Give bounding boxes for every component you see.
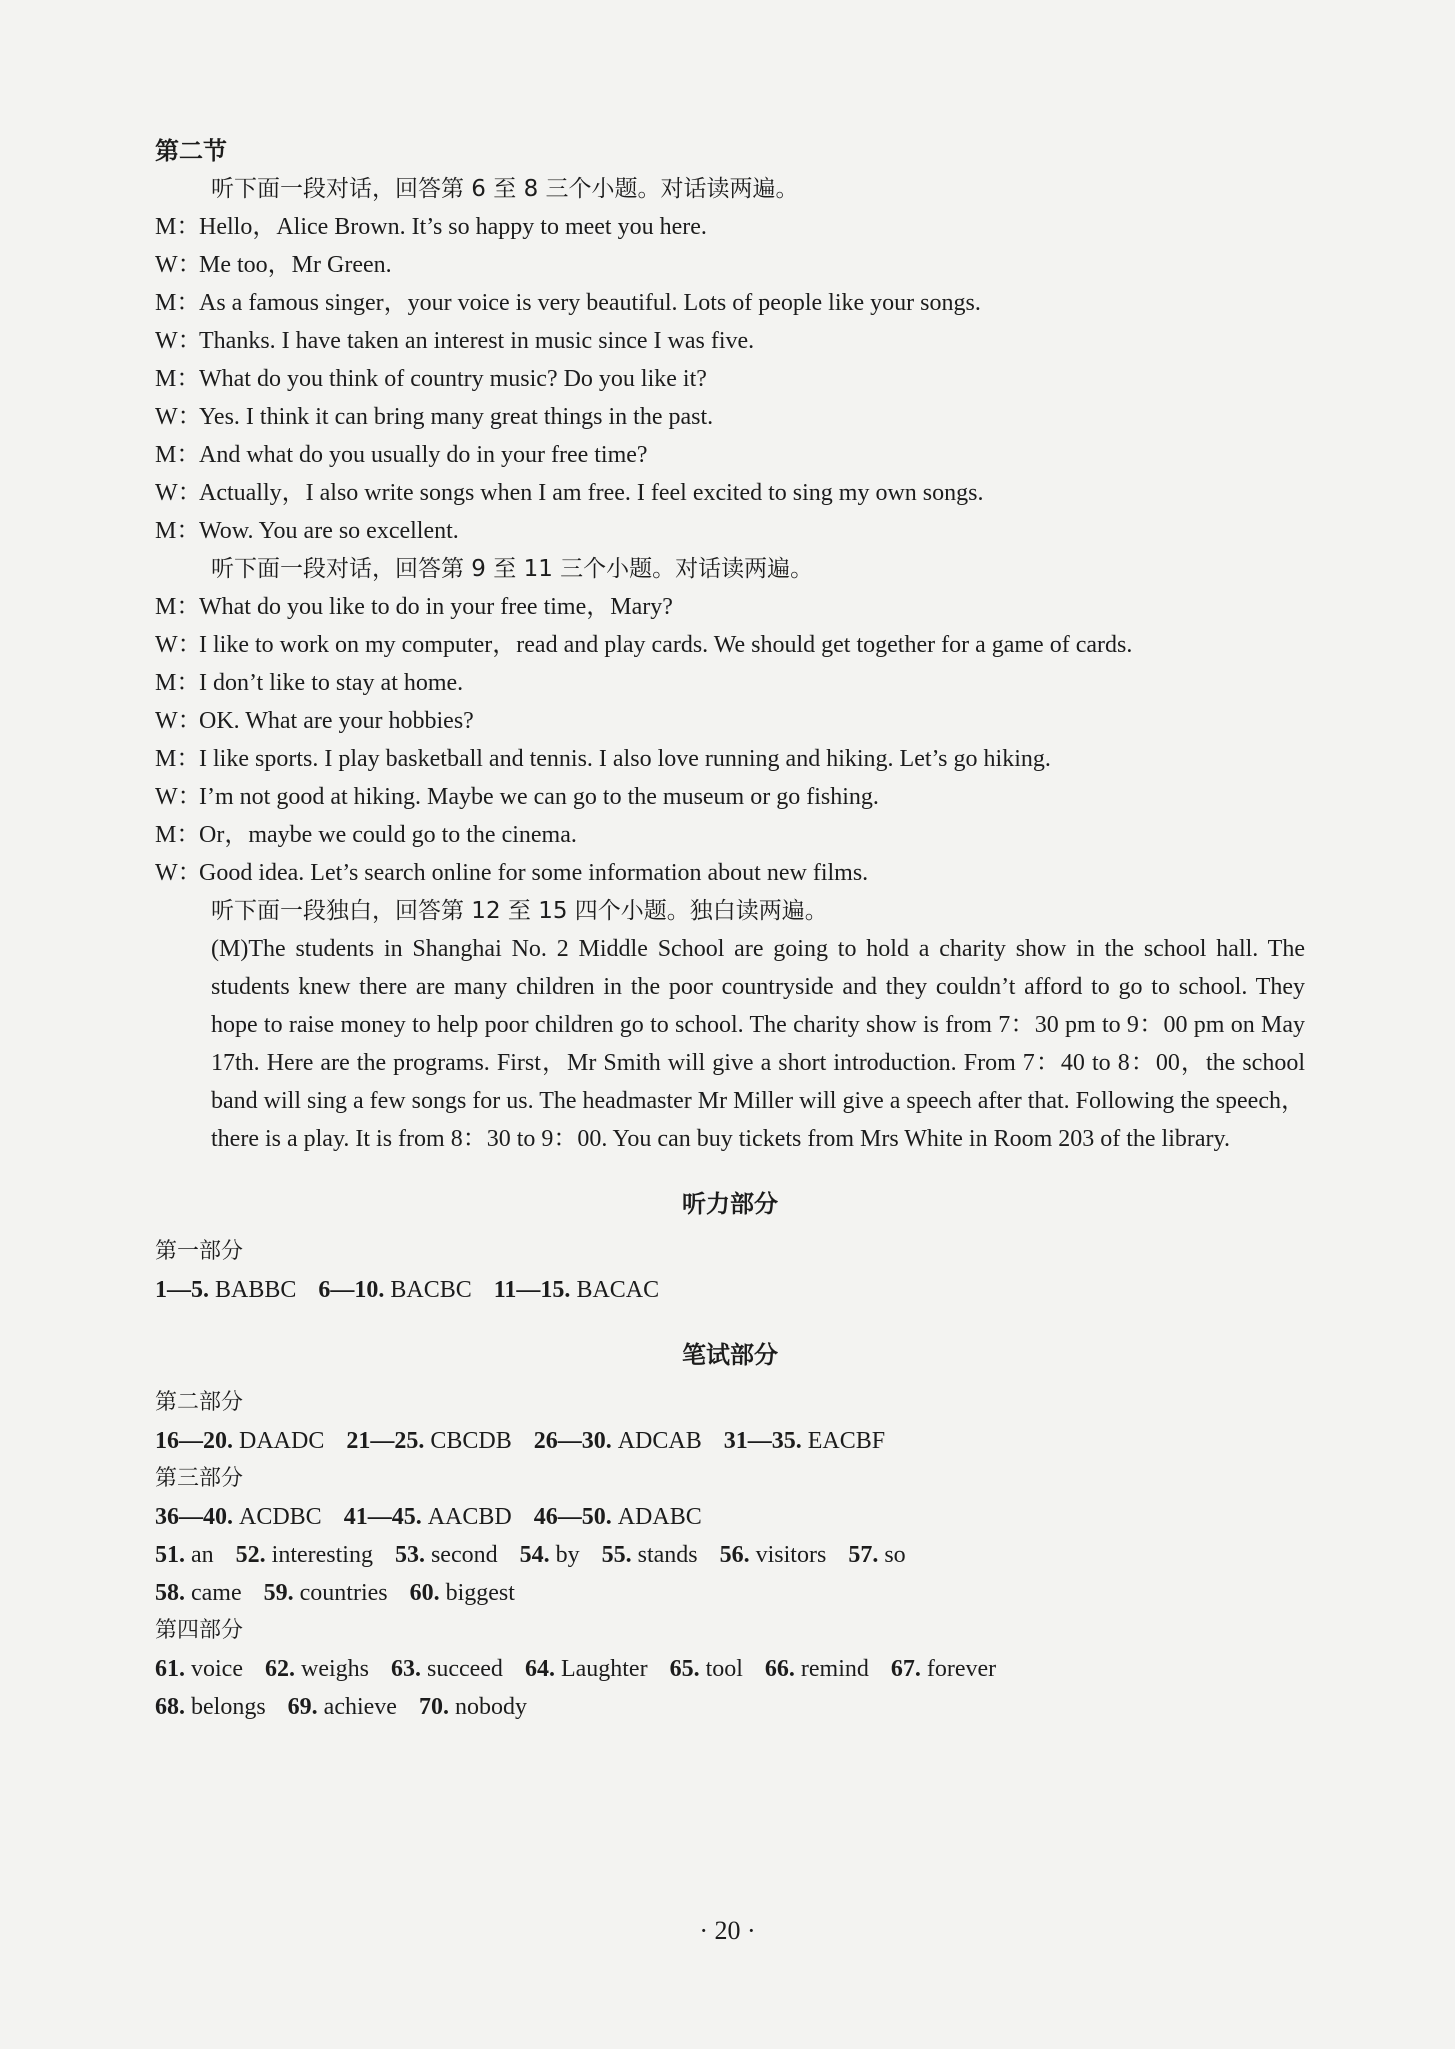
- speaker-label: M：: [155, 822, 201, 848]
- speaker-label: W：: [155, 252, 202, 278]
- answer-item: [534, 1504, 702, 1530]
- utterance-text: I like sports. I play basketball and tennis. I also love running and hiking. Let’s go hiking.: [199, 746, 1051, 772]
- answer-value: countries: [299, 1580, 388, 1606]
- dialog-line: [155, 816, 1305, 854]
- answer-item: [520, 1542, 580, 1568]
- answer-value: BACAC: [576, 1277, 660, 1303]
- utterance-text: As a famous singer，your voice is very beautiful. Lots of people like your songs.: [199, 290, 981, 316]
- monologue-text: (M)The students in Shanghai No. 2 Middle School are going to hold a charity show in the school hall. The students knew there are many children in the poor countryside and they couldn’t afford to go to school. They hope to raise money to help poor children go to school. The charity show is from 7：30 pm to 9：00 pm on May 17th. Here are the programs. First，Mr Smith will give a short introduction. From 7：40 to 8：00，the school band will sing a few songs for us. The headmaster Mr Miller will give a speech after that. Following the speech，there is a play. It is from 8：30 to 9：00. You can buy tickets from Mrs White in Room 203 of the library.: [211, 936, 1305, 1152]
- dialog-line: [155, 854, 1305, 892]
- answer-item: [318, 1277, 471, 1303]
- answer-item: [720, 1542, 827, 1568]
- answer-number: 57.: [848, 1542, 879, 1568]
- answer-number: 70.: [418, 1694, 449, 1720]
- dialog-line: [155, 702, 1305, 740]
- answer-item: [155, 1656, 243, 1682]
- answer-item: [848, 1542, 905, 1568]
- answer-value: so: [884, 1542, 906, 1568]
- dialog-line: [155, 208, 1305, 246]
- dialog-line: [155, 474, 1305, 512]
- answer-value: visitors: [755, 1542, 827, 1568]
- answer-value: ADCAB: [617, 1428, 702, 1454]
- answer-value: interesting: [271, 1542, 373, 1568]
- answer-value: DAADC: [239, 1428, 325, 1454]
- answer-value: tool: [705, 1656, 743, 1682]
- answer-item: [419, 1694, 527, 1720]
- answer-number: 58.: [155, 1580, 185, 1606]
- dialog-1: [155, 208, 1305, 550]
- dialog-line: [155, 664, 1305, 702]
- answer-number: 41—45.: [343, 1504, 422, 1530]
- answer-number: 65.: [669, 1656, 700, 1682]
- page-content: [155, 132, 1305, 1726]
- dialog-line: [155, 778, 1305, 816]
- answer-value: second: [430, 1542, 498, 1568]
- answer-value: remind: [800, 1656, 869, 1682]
- answer-item: [534, 1428, 702, 1454]
- part1-answers: [155, 1271, 1305, 1309]
- dialog-2: [155, 588, 1305, 892]
- answer-value: succeed: [426, 1656, 503, 1682]
- answer-item: [265, 1656, 369, 1682]
- answer-item: [765, 1656, 869, 1682]
- utterance-text: I’m not good at hiking. Maybe we can go to the museum or go fishing.: [199, 784, 879, 810]
- answer-number: 53.: [394, 1542, 425, 1568]
- part3-words-row2: [155, 1574, 1305, 1612]
- answer-value: biggest: [445, 1580, 515, 1606]
- answer-value: ACDBC: [239, 1504, 322, 1530]
- answer-value: CBCDB: [430, 1428, 512, 1454]
- answer-value: stands: [637, 1542, 698, 1568]
- dialog-line: [155, 740, 1305, 778]
- answer-value: forever: [926, 1656, 997, 1682]
- answer-value: an: [191, 1542, 214, 1568]
- answer-item: [391, 1656, 503, 1682]
- answer-number: 56.: [719, 1542, 750, 1568]
- speaker-label: M：: [155, 518, 201, 544]
- answer-value: AACBD: [427, 1504, 512, 1530]
- speaker-label: M：: [155, 366, 201, 392]
- utterance-text: And what do you usually do in your free time?: [199, 442, 648, 468]
- answer-item: [410, 1580, 515, 1606]
- answer-number: 60.: [409, 1580, 440, 1606]
- answer-number: 61.: [155, 1656, 185, 1682]
- answer-number: 55.: [601, 1542, 632, 1568]
- speaker-label: M：: [155, 746, 201, 772]
- dialog-line: [155, 436, 1305, 474]
- answer-item: [670, 1656, 743, 1682]
- speaker-label: W：: [155, 784, 202, 810]
- dialog-line: [155, 398, 1305, 436]
- answer-item: [346, 1428, 511, 1454]
- speaker-label: W：: [155, 328, 202, 354]
- speaker-label: M：: [155, 670, 201, 696]
- answer-number: 52.: [235, 1542, 266, 1568]
- answer-number: 59.: [263, 1580, 294, 1606]
- section-heading: 第二节: [155, 137, 227, 165]
- dialog2-intro: 听下面一段对话，回答第 9 至 11 三个小题。对话读两遍。: [211, 556, 814, 582]
- answer-number: 67.: [890, 1656, 921, 1682]
- answer-number: 62.: [264, 1656, 295, 1682]
- speaker-label: M：: [155, 290, 201, 316]
- written-section-title: 笔试部分: [682, 1341, 778, 1369]
- part2-label: 第二部分: [155, 1390, 244, 1415]
- answer-number: 6—10.: [318, 1277, 385, 1303]
- part3-answers: [155, 1498, 1305, 1536]
- answer-item: [344, 1504, 512, 1530]
- utterance-text: Wow. You are so excellent.: [199, 518, 459, 544]
- utterance-text: Yes. I think it can bring many great things in the past.: [199, 404, 714, 430]
- answer-value: achieve: [323, 1694, 397, 1720]
- utterance-text: Hello，Alice Brown. It’s so happy to meet you here.: [199, 214, 707, 240]
- part2-answers: [155, 1422, 1305, 1460]
- answer-number: 1—5.: [155, 1277, 209, 1303]
- speaker-label: W：: [155, 632, 202, 658]
- answer-number: 31—35.: [723, 1428, 802, 1454]
- dialog-line: [155, 246, 1305, 284]
- answer-item: [724, 1428, 885, 1454]
- utterance-text: What do you like to do in your free time，Mary?: [199, 594, 673, 620]
- utterance-text: Or，maybe we could go to the cinema.: [199, 822, 577, 848]
- answer-number: 16—20.: [155, 1428, 233, 1454]
- dialog-line: [155, 626, 1305, 664]
- dialog-line: [155, 360, 1305, 398]
- answer-number: 51.: [155, 1542, 185, 1568]
- utterance-text: Me too，Mr Green.: [199, 252, 392, 278]
- answer-item: [264, 1580, 388, 1606]
- answer-number: 46—50.: [533, 1504, 612, 1530]
- answer-item: [155, 1580, 242, 1606]
- part1-label: 第一部分: [155, 1239, 244, 1264]
- answer-number: 69.: [287, 1694, 318, 1720]
- answer-item: [155, 1694, 266, 1720]
- answer-number: 21—25.: [346, 1428, 425, 1454]
- part3-label: 第三部分: [155, 1466, 244, 1491]
- answer-number: 26—30.: [533, 1428, 612, 1454]
- listening-section-title: 听力部分: [682, 1190, 778, 1218]
- answer-item: [155, 1542, 214, 1568]
- answer-item: [891, 1656, 996, 1682]
- utterance-text: What do you think of country music? Do you like it?: [199, 366, 707, 392]
- answer-number: 64.: [524, 1656, 555, 1682]
- dialog-line: [155, 588, 1305, 626]
- answer-item: [395, 1542, 498, 1568]
- answer-item: [155, 1277, 296, 1303]
- answer-item: [525, 1656, 648, 1682]
- answer-value: nobody: [454, 1694, 527, 1720]
- speaker-label: M：: [155, 214, 201, 240]
- speaker-label: M：: [155, 442, 201, 468]
- speaker-label: M：: [155, 594, 201, 620]
- answer-item: [602, 1542, 698, 1568]
- answer-number: 63.: [390, 1656, 421, 1682]
- utterance-text: I like to work on my computer，read and play cards. We should get together for a game of cards.: [199, 632, 1133, 658]
- answer-value: voice: [191, 1656, 243, 1682]
- monologue-intro: 听下面一段独白，回答第 12 至 15 四个小题。独白读两遍。: [211, 898, 828, 924]
- speaker-label: W：: [155, 708, 202, 734]
- answer-value: belongs: [191, 1694, 266, 1720]
- answer-value: BACBC: [390, 1277, 472, 1303]
- answer-number: 11—15.: [493, 1277, 571, 1303]
- part4-label: 第四部分: [155, 1618, 244, 1643]
- answer-value: EACBF: [807, 1428, 886, 1454]
- page-number: · 20 ·: [699, 1916, 756, 1945]
- speaker-label: W：: [155, 480, 202, 506]
- utterance-text: Actually，I also write songs when I am free. I feel excited to sing my own songs.: [199, 480, 984, 506]
- utterance-text: I don’t like to stay at home.: [199, 670, 464, 696]
- dialog-line: [155, 512, 1305, 550]
- answer-item: [236, 1542, 373, 1568]
- speaker-label: W：: [155, 404, 202, 430]
- answer-value: by: [555, 1542, 580, 1568]
- answer-item: [155, 1504, 322, 1530]
- speaker-label: W：: [155, 860, 202, 886]
- answer-value: BABBC: [215, 1277, 297, 1303]
- answer-number: 68.: [155, 1694, 185, 1720]
- dialog1-intro: 听下面一段对话，回答第 6 至 8 三个小题。对话读两遍。: [211, 176, 799, 202]
- answer-item: [494, 1277, 659, 1303]
- answer-value: Laughter: [560, 1656, 648, 1682]
- dialog-line: [155, 322, 1305, 360]
- answer-value: ADABC: [617, 1504, 702, 1530]
- answer-item: [288, 1694, 397, 1720]
- answer-number: 54.: [519, 1542, 550, 1568]
- answer-item: [155, 1428, 324, 1454]
- answer-number: 66.: [764, 1656, 795, 1682]
- part3-words-row1: [155, 1536, 1305, 1574]
- utterance-text: OK. What are your hobbies?: [199, 708, 474, 734]
- answer-value: came: [191, 1580, 242, 1606]
- dialog-line: [155, 284, 1305, 322]
- utterance-text: Good idea. Let’s search online for some information about new films.: [199, 860, 869, 886]
- utterance-text: Thanks. I have taken an interest in music since I was five.: [199, 328, 755, 354]
- part4-words-row1: [155, 1650, 1305, 1688]
- answer-number: 36—40.: [155, 1504, 233, 1530]
- answer-value: weighs: [300, 1656, 369, 1682]
- part4-words-row2: [155, 1688, 1305, 1726]
